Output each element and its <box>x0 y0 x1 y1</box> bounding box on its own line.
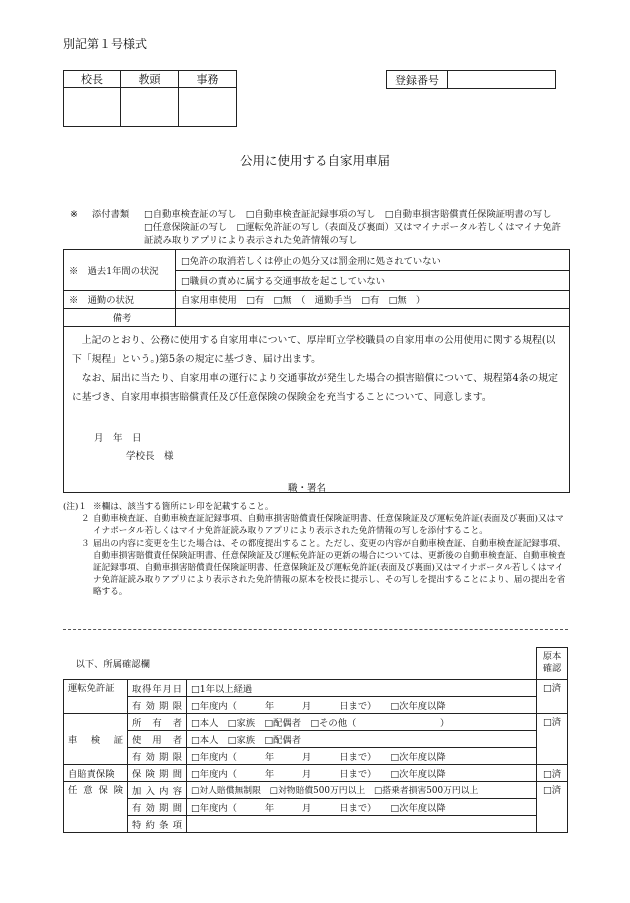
addressee: 学校長 様 <box>126 451 174 462</box>
note-item: ２ 自動車検査証、自動車検査証記録事項、自動車損害賠償責任保険証明書、任意保険証及び運転免許証(表面及び裏面)又はマイナポータル若しくはマイナ免許証読み取りアプリにより表示された免許情報の写しを添付すること。 <box>81 514 564 537</box>
attachments-label: 添付書類 <box>92 209 130 220</box>
approval-stamp-table <box>63 70 237 127</box>
license-acquired-label: 取得年月日 <box>128 679 187 696</box>
voluntary-original-check[interactable]: □済 <box>537 781 568 832</box>
confirmation-table <box>63 647 568 833</box>
stamp-box-principal[interactable] <box>64 88 121 127</box>
original-check-header: 原本確認 <box>537 648 568 680</box>
stamp-box-office[interactable] <box>179 88 237 127</box>
inspection-user-option[interactable]: □本人 □家族 □配偶者 <box>187 730 537 747</box>
registration-number-field[interactable] <box>448 71 556 89</box>
commute-label: ※ 通勤の状況 <box>64 290 176 308</box>
page-title: 公用に使用する自家用車届 <box>239 153 390 168</box>
note-item: (注)１ ※欄は、該当する箇所にレ印を記載すること。 <box>63 502 274 512</box>
stamp-header-office: 事務 <box>179 71 237 88</box>
status-option-accident[interactable]: □職員の責めに属する交通事故を起こしていない <box>176 270 570 290</box>
voluntary-period-option[interactable]: □年度内（ 年 月 日まで） □次年度以降 <box>187 798 537 815</box>
attachments-checklist[interactable]: □自動車検査証の写し □自動車検査証記録事項の写し □自動車損害賠償責任保険証明書の写し □任意保険証の写し □運転免許証の写し（表面及び裏面）又はマイナポータル若しくはマイナ免許証読み取りアプリにより表示された免許情報の写し <box>144 209 561 246</box>
notes-section <box>63 501 571 599</box>
stamp-header-vice-principal: 教頭 <box>121 71 179 88</box>
inspection-expiry-label: 有効期限 <box>128 747 187 764</box>
liability-label: 自賠責保険 <box>64 764 128 781</box>
license-label: 運転免許証 <box>64 679 128 713</box>
stamp-header-principal: 校長 <box>64 71 121 88</box>
attachments-mark: ※ <box>70 209 78 220</box>
voluntary-coverage-option[interactable]: □対人賠償無制限 □対物賠償500万円以上 □搭乗者損害500万円以上 <box>187 781 537 798</box>
liability-period-option[interactable]: □年度内（ 年 月 日まで） □次年度以降 <box>187 764 537 781</box>
past-year-status-label: ※ 過去1年間の状況 <box>64 250 176 290</box>
inspection-owner-option[interactable]: □本人 □家族 □配偶者 □その他（ ） <box>187 713 537 730</box>
stamp-box-vice-principal[interactable] <box>121 88 179 127</box>
license-acquired-option[interactable]: □1年以上経過 <box>187 679 537 696</box>
inspection-expiry-option[interactable]: □年度内（ 年 月 日まで） □次年度以降 <box>187 747 537 764</box>
special-clause-label: 特約条項 <box>128 815 187 832</box>
license-expiry-option[interactable]: □年度内（ 年 月 日まで） □次年度以降 <box>187 696 537 713</box>
dashed-divider <box>63 629 568 630</box>
inspection-label: 車検証 <box>64 713 128 764</box>
voluntary-period-label: 有効期間 <box>128 798 187 815</box>
voluntary-label: 任意保険 <box>64 781 128 832</box>
note-item: ３ 届出の内容に変更を生じた場合は、その都度提出すること。ただし、変更の内容が自動車検査証、自動車検査証記録事項、自動車損害賠償責任保険証明書、任意保険証及び運転免許証の更新の場合については、更新後の自動車検査証、自動車検査証記録事項、自動車損害賠償責任保険証明書、任意保険証及び運転免許証(表面及び裏面)又はマイナポータル若しくはマイナ免許証読み取りアプリにより表示された免許情報の原本を校長に提示し、その写しを提出することにより、届の提出を省略する。 <box>81 538 566 598</box>
inspection-original-check[interactable]: □済 <box>537 713 568 764</box>
registration-number-table <box>386 70 556 89</box>
declaration-paragraph-1: 上記のとおり、公務に使用する自家用車について、厚岸町立学校職員の自家用車の公用使用に関する規程(以下「規程」という。)第5条の規定に基づき、届け出ます。 <box>72 335 556 365</box>
date-field[interactable]: 月 年 日 <box>94 433 142 444</box>
form-id: 別記第１号様式 <box>63 37 148 51</box>
license-expiry-label: 有効期限 <box>128 696 187 713</box>
status-table <box>64 250 569 327</box>
remarks-label: 備考 <box>64 308 176 326</box>
commute-options[interactable]: 自家用車使用 □有 □無 （ 通勤手当 □有 □無 ） <box>176 290 570 308</box>
inspection-owner-label: 所有者 <box>128 713 187 730</box>
license-original-check[interactable]: □済 <box>537 679 568 713</box>
registration-number-label: 登録番号 <box>387 71 448 89</box>
declaration-text <box>64 331 569 407</box>
attachments-section <box>70 208 570 248</box>
liability-period-label: 保険期間 <box>128 764 187 781</box>
special-clause-field[interactable] <box>187 815 537 832</box>
liability-original-check[interactable]: □済 <box>537 764 568 781</box>
confirmation-header: 以下、所属確認欄 <box>64 648 537 680</box>
declaration-paragraph-2: なお、届出に当たり、自家用車の運行により交通事故が発生した場合の損害賠償について、規程第4条の規定に基づき、自家用車損害賠償責任及び任意保険の保険金を充当することについて、同意します。 <box>72 373 558 403</box>
remarks-field[interactable] <box>176 308 570 326</box>
status-option-license[interactable]: □免許の取消若しくは停止の処分又は罰金刑に処されていない <box>176 250 570 270</box>
inspection-user-label: 使用者 <box>128 730 187 747</box>
voluntary-coverage-label: 加入内容 <box>128 781 187 798</box>
application-box <box>63 249 570 493</box>
signature-field[interactable]: 職・署名 <box>288 483 327 494</box>
